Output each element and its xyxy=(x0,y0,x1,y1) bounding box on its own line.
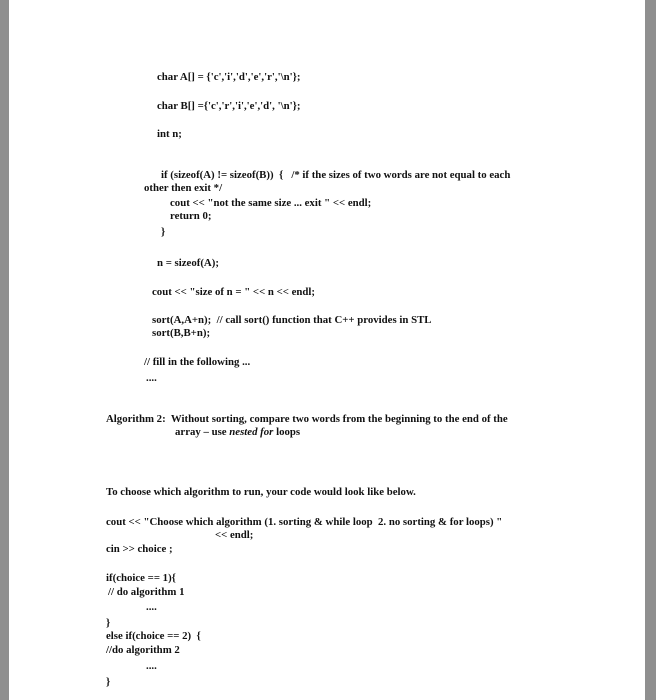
code-line-fill-comment: // fill in the following ... xyxy=(144,356,251,368)
algorithm2-plain: array – use xyxy=(175,426,230,438)
code-line-if-cont: other then exit */ xyxy=(144,182,223,194)
code-line-close-brace: } xyxy=(161,226,166,238)
document-page xyxy=(9,0,645,700)
code-line-return: return 0; xyxy=(170,210,212,222)
code-line-dots2: .... xyxy=(146,660,157,672)
code-line-if: if (sizeof(A) != sizeof(B)) { /* if the sizes of two words are not equal to each xyxy=(161,169,511,181)
code-line-if-choice: if(choice == 1){ xyxy=(106,572,176,584)
code-line-cout-choose: cout << "Choose which algorithm (1. sorting & while loop 2. no sorting & for loops) " xyxy=(106,516,503,528)
code-line-close1: } xyxy=(106,617,111,629)
code-line-sort-b: sort(B,B+n); xyxy=(152,327,211,339)
code-line-do-alg1: // do algorithm 1 xyxy=(108,586,185,598)
code-line-n-assign: n = sizeof(A); xyxy=(157,257,219,269)
code-line-decl-b: char B[] ={'c','r','i','e','d', '\n'}; xyxy=(157,100,301,112)
code-line-decl-n: int n; xyxy=(157,128,182,140)
code-line-endl: << endl; xyxy=(215,529,254,541)
code-line-cin: cin >> choice ; xyxy=(106,543,173,555)
code-line-cout-size: cout << "size of n = " << n << endl; xyxy=(152,286,316,298)
algorithm2-line1: Algorithm 2: Without sorting, compare two words from the beginning to the end of the xyxy=(106,413,508,425)
algorithm2-line2 xyxy=(175,426,300,439)
code-line-close2: } xyxy=(106,676,111,688)
code-line-else-if: else if(choice == 2) { xyxy=(106,630,201,642)
algorithm2-italic: nested for xyxy=(229,426,274,438)
code-line-dots: .... xyxy=(146,372,157,384)
code-line-dots1: .... xyxy=(146,601,157,613)
choose-intro: To choose which algorithm to run, your code would look like below. xyxy=(106,486,416,498)
code-line-do-alg2: //do algorithm 2 xyxy=(106,644,180,656)
code-line-cout-not-same: cout << "not the same size ... exit " << endl; xyxy=(170,197,372,209)
algorithm2-end: loops xyxy=(273,426,301,438)
code-line-sort-a: sort(A,A+n); // call sort() function that C++ provides in STL xyxy=(152,314,432,326)
code-line-decl-a: char A[] = {'c','i','d','e','r','\n'}; xyxy=(157,71,301,83)
